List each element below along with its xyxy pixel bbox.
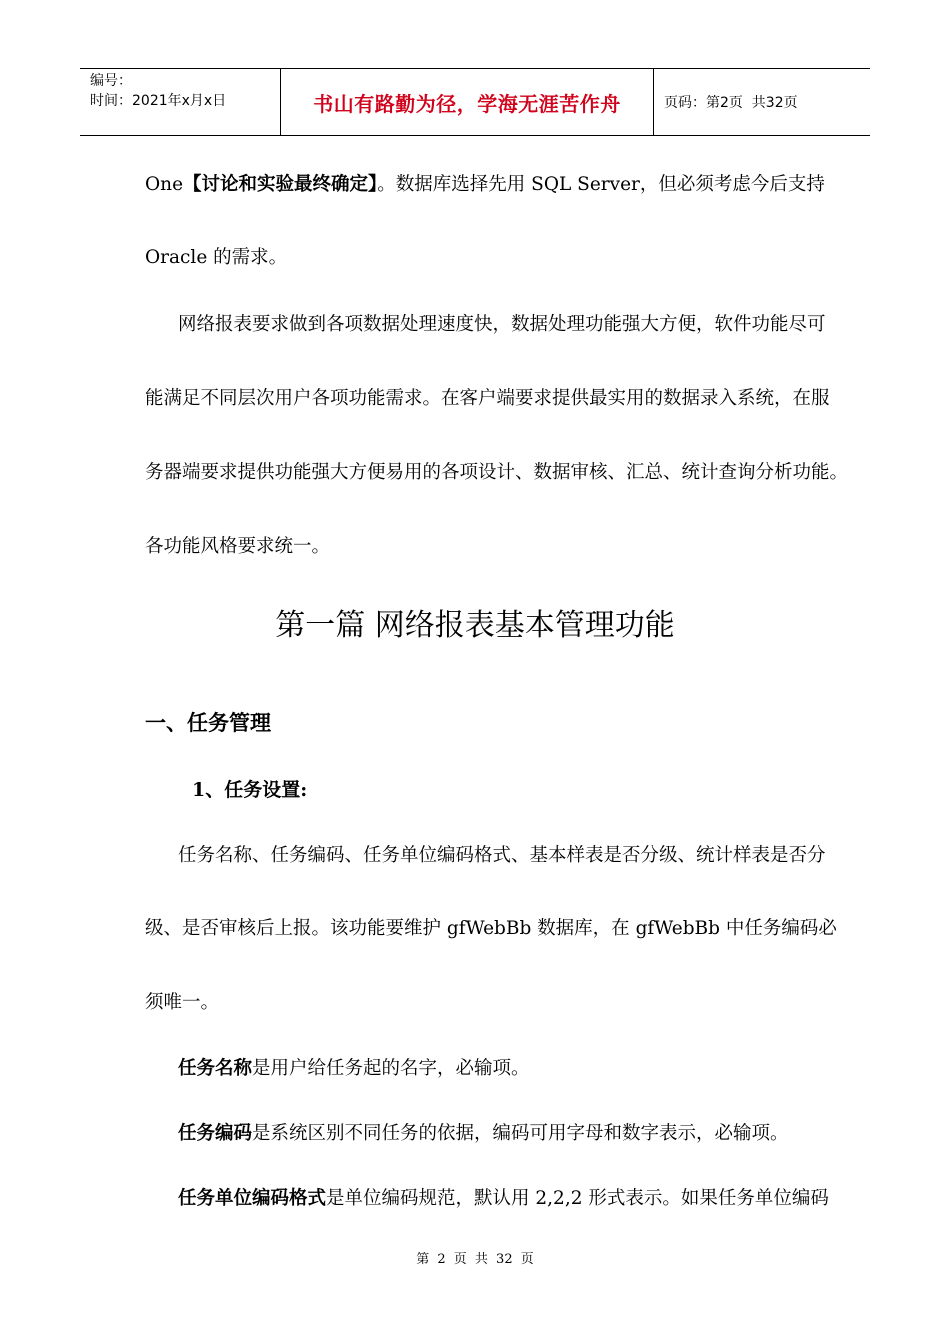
header-motto-cell [281,69,654,135]
header-meta-cell [80,69,281,135]
document-number-label: 编号： [90,73,132,89]
term-task-code: 任务编码 [178,1123,253,1144]
page-header [80,68,870,136]
term-task-name: 任务名称 [178,1058,253,1079]
paragraph-3-line-2: 级、是否审核后上报。该功能要维护 gfWebBb 数据库，在 gfWebBb 中任务编码必 [145,918,837,939]
paragraph-unit-code-format: 任务单位编码格式是单位编码规范，默认用 2,2,2 形式表示。如果任务单位编码 [178,1188,829,1209]
paragraph-task-name: 任务名称是用户给任务起的名字，必输项。 [178,1058,530,1079]
page-footer: 第 2 页 共 32 页 [416,1252,534,1267]
paragraph-1-line-1: One【讨论和实验最终确定】。数据库选择先用 SQL Server，但必须考虑今后支持 [145,174,825,195]
header-motto: 书山有路勤为径，学海无涯苦作舟 [313,91,621,116]
paragraph-1-line-2: Oracle 的需求。 [145,247,288,268]
paragraph-2-line-2: 能满足不同层次用户各项功能需求。在客户端要求提供最实用的数据录入系统，在服 [145,388,830,409]
chapter-title: 第一篇 网络报表基本管理功能 [275,608,675,643]
paragraph-3-line-1: 任务名称、任务编码、任务单位编码格式、基本样表是否分级、统计样表是否分 [178,845,826,866]
emphasis-text: 【讨论和实验最终确定】 [183,174,378,195]
document-time-label: 时间：2021年x月x日 [90,93,227,109]
paragraph-2-line-1: 网络报表要求做到各项数据处理速度快，数据处理功能强大方便，软件功能尽可 [178,314,826,335]
paragraph-3-line-3: 须唯一。 [145,992,220,1013]
section-heading: 一、任务管理 [145,711,271,735]
paragraph-task-code: 任务编码是系统区别不同任务的依据，编码可用字母和数字表示，必输项。 [178,1123,789,1144]
paragraph-2-line-3: 务器端要求提供功能强大方便易用的各项设计、数据审核、汇总、统计查询分析功能。 [145,462,849,483]
header-page-label: 页码：第2页 共32页 [664,95,798,111]
paragraph-2-line-4: 各功能风格要求统一。 [145,536,331,557]
header-page-cell [654,69,870,135]
term-unit-code-format: 任务单位编码格式 [178,1188,327,1209]
subsection-heading: 1、任务设置: [192,779,308,801]
